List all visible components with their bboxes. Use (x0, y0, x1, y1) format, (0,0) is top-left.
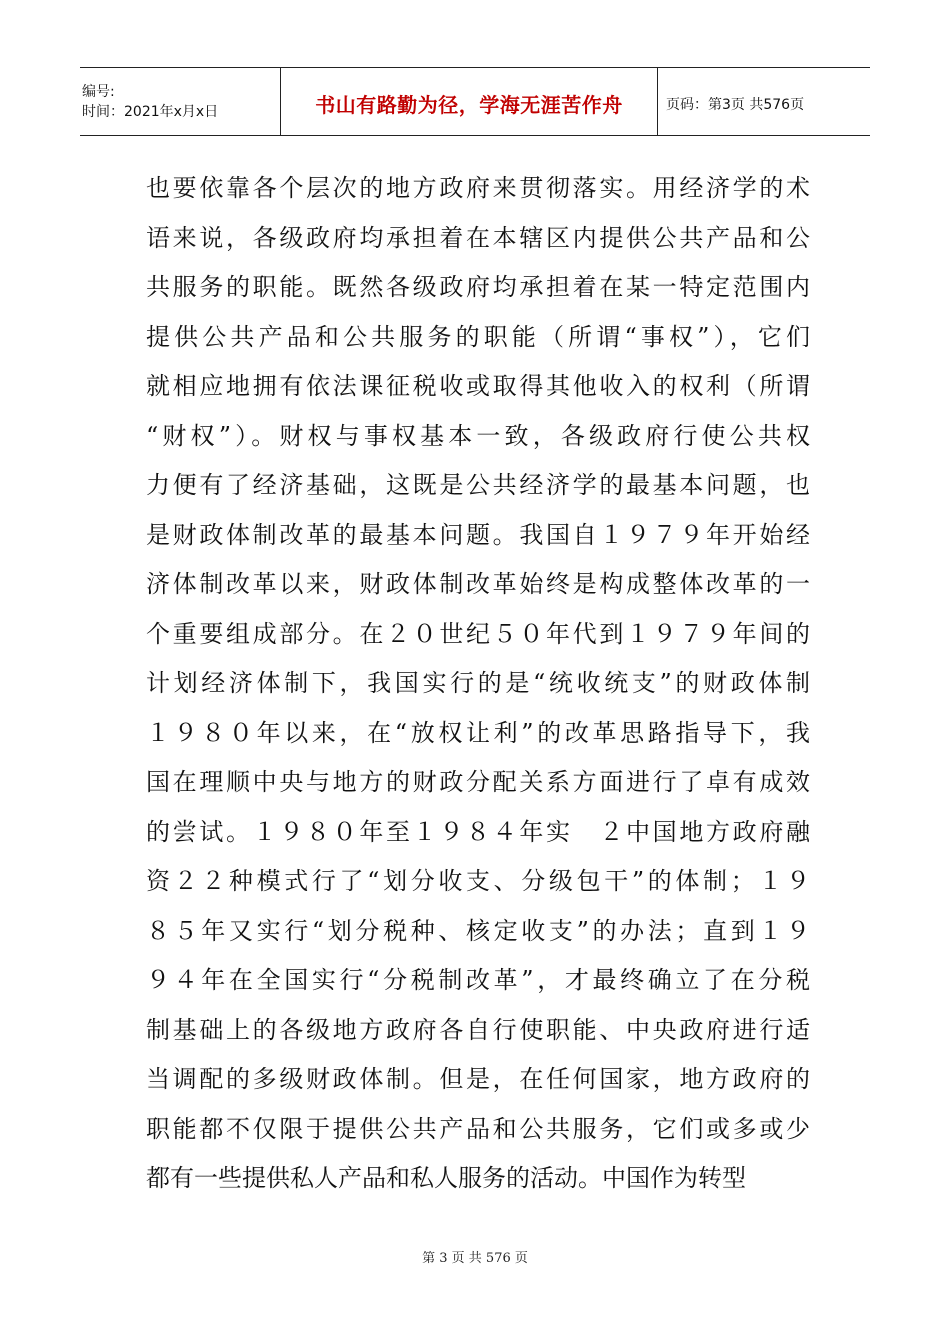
text-line: 职能都不仅限于提供公共产品和公共服务，它们或多或少 (146, 1114, 810, 1143)
text-line: 国在理顺中央与地方的财政分配关系方面进行了卓有成效 (146, 768, 810, 796)
document-time-label: 时间：2021年x月x日 (82, 103, 219, 120)
text-line: 就相应地拥有依法课征税收或取得其他收入的权利（所谓 (146, 372, 810, 400)
text-line: 都有一些提供私人产品和私人服务的活动。中国作为转型 (146, 1164, 746, 1192)
text-line: ８５年又实行“划分税种、核定收支”的办法；直到１９ (146, 916, 810, 945)
text-line: 当调配的多级财政体制。但是，在任何国家，地方政府的 (146, 1065, 810, 1093)
body-text (146, 164, 810, 1204)
document-number-label: 编号: (82, 83, 115, 100)
header-meta-cell (80, 68, 281, 135)
text-line: 的尝试。１９８０年至１９８４年实 ２中国地方政府融 (146, 817, 810, 846)
text-line: 个重要组成部分。在２０世纪５０年代到１９７９年间的 (146, 619, 810, 648)
header-motto-cell (281, 68, 658, 135)
text-line: 资２２种模式行了“划分收支、分级包干”的体制；１９ (146, 867, 810, 895)
footer-page-number: 第 3 页 共 576 页 (422, 1251, 528, 1266)
text-line: “财权”）。财权与事权基本一致，各级政府行使公共权 (146, 421, 810, 450)
text-line: 是财政体制改革的最基本问题。我国自１９７９年开始经 (146, 520, 810, 549)
text-line: 共服务的职能。既然各级政府均承担着在某一特定范围内 (146, 273, 810, 301)
header-page-info: 页码：第3页 共576页 (666, 96, 805, 113)
text-line: ９４年在全国实行“分税制改革”，才最终确立了在分税 (146, 966, 810, 994)
text-line: 计划经济体制下，我国实行的是“统收统支”的财政体制 (146, 669, 810, 697)
text-line: 制基础上的各级地方政府各自行使职能、中央政府进行适 (146, 1015, 810, 1044)
document-header (80, 67, 870, 136)
text-line: 语来说，各级政府均承担着在本辖区内提供公共产品和公 (146, 223, 810, 252)
text-line: 济体制改革以来，财政体制改革始终是构成整体改革的一 (146, 570, 810, 598)
page-footer (0, 1247, 950, 1266)
header-page-cell (658, 68, 870, 135)
text-line: 也要依靠各个层次的地方政府来贯彻落实。用经济学的术 (146, 174, 810, 202)
header-motto: 书山有路勤为径，学海无涯苦作舟 (315, 93, 623, 117)
text-line: 提供公共产品和公共服务的职能（所谓“事权”），它们 (146, 322, 810, 351)
text-line: １９８０年以来，在“放权让利”的改革思路指导下，我 (146, 718, 810, 747)
text-line: 力便有了经济基础，这既是公共经济学的最基本问题，也 (146, 471, 810, 499)
